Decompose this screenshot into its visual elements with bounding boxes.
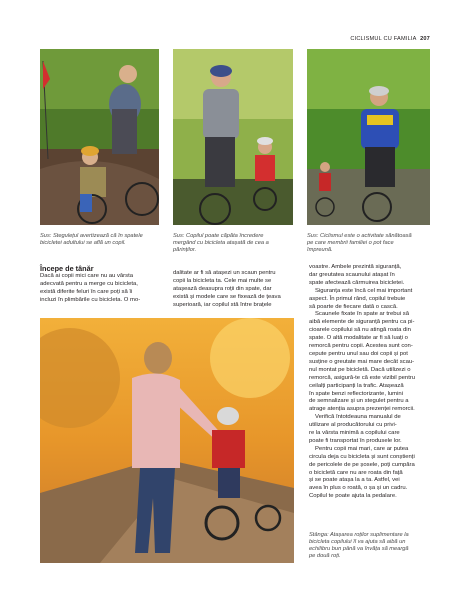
- body-line: remorcă, asigură-te că este vizibil pentru: [309, 374, 416, 381]
- photo-child-with-flag: [40, 49, 159, 225]
- body-line: cepute pentru unul sau doi copii și pot: [309, 350, 408, 357]
- body-line: susține o greutate mai mare decât scau-: [309, 358, 415, 365]
- body-line: Copilul te poate ajuta la pedalare.: [309, 493, 397, 500]
- caption-line: Stânga: Atașarea roților suplimentare la: [309, 532, 409, 538]
- caption-line: echilibru bun până va învăța să meargă: [309, 546, 409, 552]
- photo-woman-helping-child: [40, 318, 294, 563]
- body-line: să poarte de fiecare dată o cască.: [309, 303, 398, 310]
- caption-line: bicicletei adultului se află un copil.: [40, 240, 126, 246]
- section-title: CICLISMUL CU FAMILIA: [350, 36, 417, 42]
- body-line: circula deja cu bicicleta și sunt conștienți: [309, 453, 415, 460]
- column-1-text: [40, 264, 140, 305]
- body-line: spate. O altă modalitate ar fi să luați o: [309, 335, 408, 342]
- body-line: există și modele care se fixează de țeava: [173, 293, 281, 300]
- body-line: adecvată pentru a merge cu bicicleta,: [40, 280, 138, 287]
- body-line: de semnalizare și un stegulet pentru a: [309, 398, 409, 405]
- caption-photo-2: [173, 233, 295, 254]
- caption-photo-3: [307, 233, 429, 254]
- body-line: de pericolele de pe șosele, poți cumpăra: [309, 461, 415, 468]
- caption-line: bicicleta copilului îl va ajuta să aibă un: [309, 539, 406, 545]
- running-header: [350, 36, 430, 42]
- body-line: superioară, iar copilul stă între brațele: [173, 301, 272, 308]
- caption-line: Sus: Copilul poate căpăta încredere: [173, 233, 264, 239]
- caption-line: Sus: Stegulețul avertizează că în spatele: [40, 233, 143, 239]
- body-line: cioarele copilului să nu atingă roata din: [309, 327, 411, 334]
- body-line: aspect. În primul rând, copilul trebuie: [309, 295, 406, 302]
- column-3-text: [309, 264, 415, 501]
- body-line: dar greutatea scaunului atașat în: [309, 271, 395, 278]
- body-line: Verifică întotdeauna manualul de: [315, 414, 401, 421]
- caption-line: pe care membrii familiei o pot face: [307, 240, 394, 246]
- page-number: 207: [420, 36, 430, 42]
- column-2-text: [173, 270, 281, 310]
- body-line: poate fi transportat în produsele lor.: [309, 437, 402, 444]
- body-line: atrage atenția asupra prezenței remorcii.: [309, 406, 415, 413]
- body-line: Dacă ai copii mici care nu au vârsta: [40, 273, 133, 279]
- body-line: copii la bicicleta ta. Cele mai multe se: [173, 277, 272, 284]
- caption-line: părinților.: [173, 247, 197, 253]
- body-line: Pentru copii mai mari, care ar putea: [315, 445, 409, 452]
- body-line: o bicicletă care nu are roata din față: [309, 469, 403, 476]
- body-line: aibă elemente de siguranță pentru ca pi-: [309, 319, 415, 326]
- body-line: există diferite feluri în care poți să îi: [40, 288, 133, 295]
- body-line: utilizare al producătorului cu privi-: [309, 422, 397, 429]
- body-line: Siguranța este încă cel mai important: [315, 287, 413, 294]
- body-line: voastre. Ambele prezintă siguranță,: [309, 264, 402, 270]
- section-heading: Începe de tânăr: [40, 264, 94, 273]
- body-line: ceilalți participanți la trafic. Atașează: [309, 382, 404, 389]
- body-line: atașează deasupra roții din spate, dar: [173, 285, 272, 292]
- photo-parent-and-child-cycling: [173, 49, 293, 225]
- body-line: remorcă pentru copii. Acestea sunt con-: [309, 343, 413, 350]
- body-line: nul montat pe bicicletă. Dacă utilizezi o: [309, 366, 411, 373]
- caption-line: Sus: Ciclismul este o activitate sănătoasă: [307, 233, 412, 239]
- caption-line: împreună.: [307, 247, 333, 253]
- body-line: Scaunele fixate în spate ar trebui să: [315, 311, 409, 318]
- body-line: dalitate ar fi să atașezi un scaun pentru: [173, 270, 276, 276]
- photo-family-cycling-forest: [307, 49, 430, 225]
- caption-line: mergând cu bicicleta atașată de cea a: [173, 240, 269, 246]
- body-line: spate afectează cârmuirea bicicletei.: [309, 279, 405, 286]
- caption-line: pe două roți.: [309, 553, 341, 559]
- body-line: avea în plus o roată, o șa și un cadru.: [309, 485, 408, 492]
- caption-photo-4: [309, 532, 439, 560]
- body-line: re la vârsta minimă a copilului care: [309, 430, 400, 437]
- body-line: și se poate atașa la a ta. Astfel, vei: [309, 477, 400, 484]
- caption-photo-1: [40, 233, 162, 247]
- body-line: în spate benzi reflectorizante, lumini: [309, 390, 403, 397]
- body-line: incluzi în plimbările cu bicicleta. O mo-: [40, 296, 141, 303]
